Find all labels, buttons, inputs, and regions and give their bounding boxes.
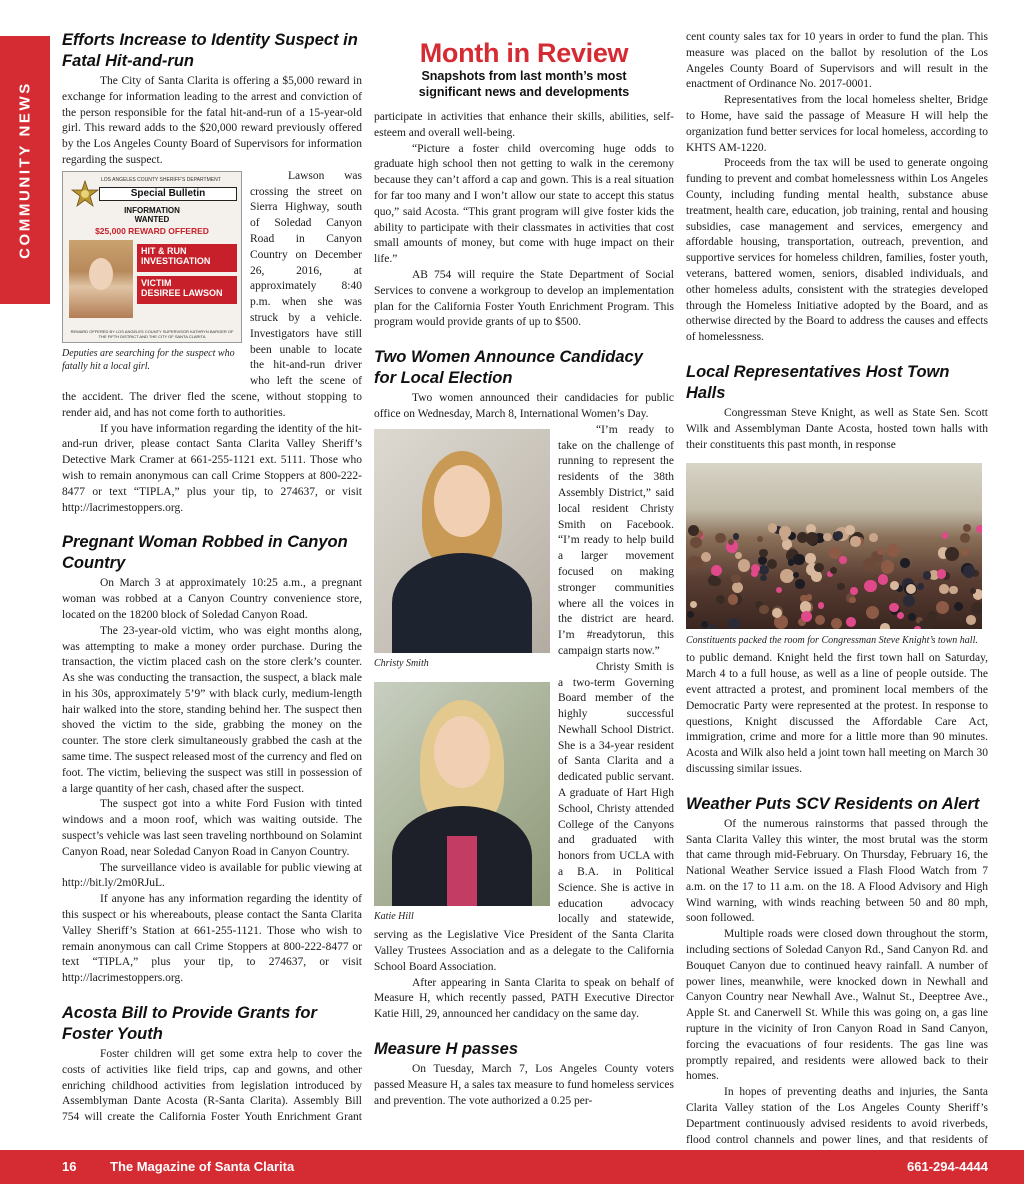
bulletin-agency: LOS ANGELES COUNTY SHERIFF’S DEPARTMENT — [101, 176, 221, 183]
article-paragraph: “I’m ready to take on the challenge of running to represent the residents of the 38th Assembly District,” said local resident Christy Smith on Facebook. “I’m ready to help build a larger movement focused on making stronger communities where all the voices in the district are heard. I’m #readytorun, this campaign starts now.” — [558, 423, 674, 657]
article-paragraph: Multiple roads were closed down throughout the storm, including sections of Soledad Canyon Rd., Sand Canyon Rd. and Bouquet Canyon due to continued heavy rainfall. A number of power lines, meanwhile, were knocked down in Newhall and Canyon Country near Newhall Ave., Walnut St., Deeptree Ave., Apple St. and Canerwell St. While this was going on, a gas line rupture in the vicinity of Iron Canyon Road in Sand Canyon, forcing the evacuations of four residents. The gas line was promptly repaired, and residents were allowed back to their homes. — [686, 928, 988, 1083]
bulletin-title: Special Bulletin — [99, 187, 237, 201]
bulletin-reward: $25,000 REWARD OFFERED — [95, 225, 209, 236]
bulletin-box-victim: VICTIM DESIREE LAWSON — [137, 276, 237, 304]
article-paragraph: AB 754 will require the State Department of Social Services to convene a workgroup to develop an implementation plan for the California Foster Youth Enrichment Program. This program would provide grants of up to $500. — [374, 268, 674, 329]
article-paragraph-continued: participate in activities that enhance their skills, abilities, self-esteem and overall well-being. — [374, 111, 674, 139]
katie-hill-photo — [374, 682, 550, 906]
article-paragraph: If you have information regarding the identity of the hit-and-run driver, please contact Santa Clarita Valley Sheriff’s Detective Mark Cramer at 661-255-1121 ext. 5111. Those who wish to remain anonymous can call Crime Stoppers at 800-222-8477 or text “TIPLA,” plus your tip, to 274637, or visit http://lacrimestoppers.org. — [62, 422, 362, 514]
headline-two-women: Two Women Announce Candidacy for Local Election — [374, 348, 643, 388]
headline-town-halls: Local Representatives Host Town Halls — [686, 362, 950, 402]
article-paragraph-continued: cent county sales tax for 10 years in order to fund the plan. This measure was placed on the ballot by resolution of the Los Angeles County Board of Supervisors and will result in the enactment of Ordinance No. 2017-0001. — [686, 31, 988, 91]
town-hall-figure — [686, 463, 988, 647]
article-paragraph: The City of Santa Clarita is offering a $5,000 reward in exchange for information leading to the arrest and conviction of the person responsible for the fatal hit-and-run of a 15-year-old girl. This reward adds to the $20,000 reward previously offered by the Los Angeles County Board of Supervisors for information regarding the suspect. — [62, 75, 362, 166]
headline-weather: Weather Puts SCV Residents on Alert — [686, 794, 980, 813]
article-paragraph: The suspect got into a white Ford Fusion with tinted windows and a moon roof, which was waiting outside. The suspect’s vehicle was last seen traveling northbound on Solamint Canyon Road, near Soledad Canyon Road in Canyon Country. — [62, 798, 362, 858]
column-3 — [686, 30, 988, 1164]
section-tab-label: COMMUNITY NEWS — [16, 81, 34, 259]
headline-acosta-bill: Acosta Bill to Provide Grants for Foster Youth — [62, 1004, 317, 1044]
article-paragraph: Christy Smith is a two-term Governing Board member of the highly successful Newhall School District. She is a 34-year resident of Santa Clarita and a dedicated public servant. A graduate of Hart High School, Christy attended College of the Canyons and graduated with honors from UCLA with a B.A. in Political Science. She is active in education advocacy locally and statewide, serving as the Legislative Vice President of the Santa Clarita Valley Trustees Association and as a delegate to the California School Board Association. — [374, 660, 674, 973]
headline-hit-and-run: Efforts Increase to Identity Suspect in Fatal Hit-and-run — [62, 31, 358, 70]
headline-pregnant-woman: Pregnant Woman Robbed in Canyon Country — [62, 533, 348, 573]
section-title: Month in Review — [419, 38, 629, 68]
special-bulletin-image — [62, 171, 242, 343]
image-caption: Constituents packed the room for Congressman Steve Knight’s town hall. — [686, 635, 978, 647]
bulletin-figure — [62, 171, 242, 373]
section-subtitle: Snapshots from last month’s most significant news and developments — [418, 69, 630, 99]
article-paragraph: Of the numerous rainstorms that passed through the Santa Clarita Valley this winter, the most brutal was the storm that came through mid-February. On Thursday, February 16, the National Weather Service issued a Flash Flood Watch from 7 a.m. on the 17 to 11 a.m. on the 18. A Flood Advisory and High Wind warning, with winds reaching between 50 and 80 mph, soon followed. — [686, 817, 988, 925]
article-paragraph: On March 3 at approximately 10:25 a.m., a pregnant woman was robbed at a Canyon Country convenience store, located on the 18200 block of Soledad Canyon Road. — [62, 577, 362, 621]
article-paragraph: On Tuesday, March 7, Los Angeles County voters passed Measure H, a sales tax measure to fund homeless services and prevention. The vote authorized a 0.25 per- — [374, 1063, 674, 1107]
town-hall-photo — [686, 463, 982, 629]
image-caption: Katie Hill — [374, 910, 414, 922]
magazine-name: The Magazine of Santa Clarita — [110, 1159, 295, 1174]
victim-photo — [69, 240, 133, 318]
sheriff-star-icon — [71, 180, 99, 208]
headline-measure-h: Measure H passes — [374, 1040, 518, 1059]
christy-smith-figure — [374, 429, 550, 923]
article-paragraph: After appearing in Santa Clarita to speak on behalf of Measure H, which recently passed, PATH Executive Director Katie Hill, 29, announced her candidacy on the same day. — [374, 976, 674, 1021]
image-caption: Deputies are searching for the suspect who fatally hit a local girl. — [62, 347, 235, 372]
article-paragraph: Proceeds from the tax will be used to generate ongoing funding to prevent and combat homelessness within Los Angeles County, including funding mental health, substance abuse treatment, health care, education, job training, rental and housing subsidies, case management and services, emergency and affordable housing, transportation, outreach, prevention, and supportive services for homeless children, families, foster youth, veterans, battered women, seniors, disabled individuals, and other homeless adults, consistent with the strategies developed through the Homeless Initiative adopted by the Board, and as otherwise directed by the Board to address the causes and effects of homelessness. — [686, 157, 988, 344]
article-paragraph: Representatives from the local homeless shelter, Bridge to Home, have said the passage of Measure H will help the organization fund better services for local homeless, according to KHTS AM-1220. — [686, 94, 988, 154]
article-paragraph: If anyone has any information regarding the identity of this suspect or his whereabouts, please contact the Santa Clarita Valley Sheriff’s Station at 661-255-1121. Those who wish to remain anonymous can call Crime Stoppers at 800-222-8477 or text “TIPLA,” plus your tip, to 274637, or visit http://lacrimestoppers.org. — [62, 893, 362, 985]
column-2 — [374, 34, 674, 1109]
article-paragraph: Foster children will get some extra help to cover the costs of activities like field trips, cap and gowns, and other enriching childhood activities from legislation introduced by Assemblyman Dante Acosta (R-Santa Clarita). Assembly Bill 754 will create the California Foster Youth Enrichment Grant — [62, 1048, 362, 1124]
column-1 — [62, 30, 362, 1125]
page-number: 16 — [62, 1159, 77, 1174]
article-paragraph: Congressman Steve Knight, as well as State Sen. Scott Wilk and Assemblyman Dante Acosta, hosted town halls with their constituents this past month, in response — [686, 406, 988, 451]
christy-smith-photo — [374, 429, 550, 653]
article-paragraph: “Picture a foster child overcoming huge odds to graduate high school then not getting to walk in the ceremony because they can’t afford a cap and gown. This is a real situation for far too many and I won’t allow our state to accept this status quo,” said Acosta. “This grant program will give foster kids the ability to participate with their classmates in activities that cost small amounts of money, but come with huge impact on their life.” — [374, 142, 674, 266]
phone-number: 661-294-4444 — [907, 1159, 988, 1174]
article-paragraph: The surveillance video is available for public viewing at http://bit.ly/2m0RJuL. — [62, 861, 362, 890]
page-footer — [0, 1150, 1024, 1184]
bulletin-info: INFORMATION WANTED — [124, 205, 180, 224]
bulletin-footer: REWARD OFFERED BY LOS ANGELES COUNTY SUPERVISOR KATHRYN BARGER OF THE FIFTH DISTRICT AND THE CITY OF SANTA CLARITA — [70, 328, 234, 339]
section-tab — [0, 36, 50, 304]
article-paragraph-continued: to public demand. Knight held the first town hall on Saturday, March 4 to a full house, as well as a line of people outside. The event attracted a protest, and prominent local members of the Democratic Party were represented at the protest. In response to questions, Knight discussed the Affordable Care Act, immigration, crime and more for a little more than 90 minutes. Acosta and Wilk also held a joint town hall meeting on March 30 discussing similar issues. — [686, 652, 988, 775]
bulletin-box-investigation: HIT & RUN INVESTIGATION — [137, 244, 237, 272]
article-paragraph: Two women announced their candidacies for public office on Wednesday, March 8, International Women’s Day. — [374, 392, 674, 420]
article-paragraph: The 23-year-old victim, who was eight months along, was attempting to make a money order purchase. During the transaction, the victim placed cash on the store clerk’s counter. As she was conducting the transaction, the suspect, a black male in his 30s, approximately 5’9” with black curly, medium-length hair walked into the store, standing behind her. The suspect then shoved the victim to the side, grabbing the money on the counter. The store clerk simultaneously grabbed the cash at the same time. The suspect released most of the currency and fled on foot. The victim, believing the suspect was still in possession of a large quantity of her cash, chased after the suspect. — [62, 624, 362, 795]
article-paragraph: In hopes of preventing deaths and injuries, the Santa Clarita Valley station of the Los Angeles County Sheriff’s Department continuously advised residents to avoid riverbeds, flood control channels and power lines, and that residents of — [686, 1086, 988, 1146]
article-paragraph: Lawson was crossing the street on Sierra Highway, south of Soledad Canyon Road in Canyon Country on December 26, 2016, at approximately 8:40 p.m. when she was struck by a vehicle. Investigators have still been unable to locate the hit-and-run driver who left the scene of the accident. The driver fled the scene, without stopping to render aid, and has not come forth to authorities. — [62, 169, 362, 419]
image-caption: Christy Smith — [374, 657, 429, 669]
